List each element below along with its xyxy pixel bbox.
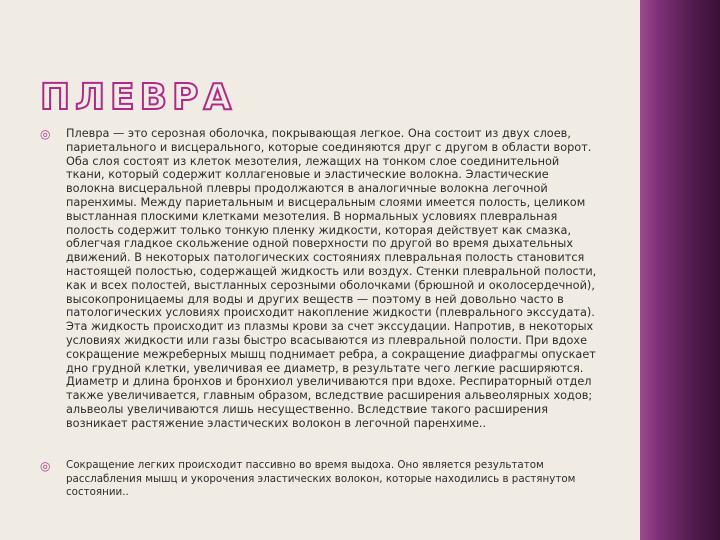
slide-title: ПЛЕВРА [40,77,237,118]
decorative-side-band [640,0,720,540]
bullet-text: Сокращение легких происходит пассивно во время выдоха. Оно является результатом расслабления мышц и укорочения эластических волокон, которые находились в растянутом состоянии.. [66,459,576,498]
ring-bullet-icon: ◎ [40,459,51,473]
bullet-item [40,459,600,500]
ring-bullet-icon: ◎ [40,127,51,141]
bullet-text: Плевра — это серозная оболочка, покрывающая легкое. Она состоит из двух слоев, париетального и висцерального, которые соединяются друг с другом в области ворот. Оба слоя состоят из клеток мезотелия, лежащих на тонком слое соединительной ткани, который содержит коллагеновые и эластические волокна. Эластические волокна висцеральной плевры продолжаются в аналогичные волокна легочной паренхимы. Между париетальным и висцеральным слоями имеется полость, целиком выстланная плоскими клетками мезотелия. В нормальных условиях плевральная полость содержит только тонкую пленку жидкости, которая действует как смазка, облегчая гладкое скольжение одной поверхности по другой во время дыхательных движений. В некоторых патологических состояниях плевральная полость становится настоящей полостью, содержащей жидкость или воздух. Стенки плевральной полости, как и всех полостей, выстланных серозными оболочками (брюшной и околосердечной), высокопроницаемы для воды и других веществ — поэтому в ней довольно часто в патологических условиях происходит накопление жидкости (плеврального экссудата). Эта жидкость происходит из плазмы крови за счет экссудации. Напротив, в некоторых условиях жидкости или газы быстро всасываются из плевральной полости. При вдохе сокращение межреберных мышц поднимает ребра, а сокращение диафрагмы опускает дно грудной клетки, увеличивая ее диаметр, в результате чего легкие расширяются. Диаметр и длина бронхов и бронхиол увеличиваются при вдохе. Респираторный отдел также увеличивается, главным образом, вследствие расширения альвеолярных ходов; альвеолы увеличиваются лишь несущественно. Вследствие такого расширения возникает растяжение эластических волокон в легочной паренхиме.. [66,127,597,430]
bullet-item [40,127,600,431]
